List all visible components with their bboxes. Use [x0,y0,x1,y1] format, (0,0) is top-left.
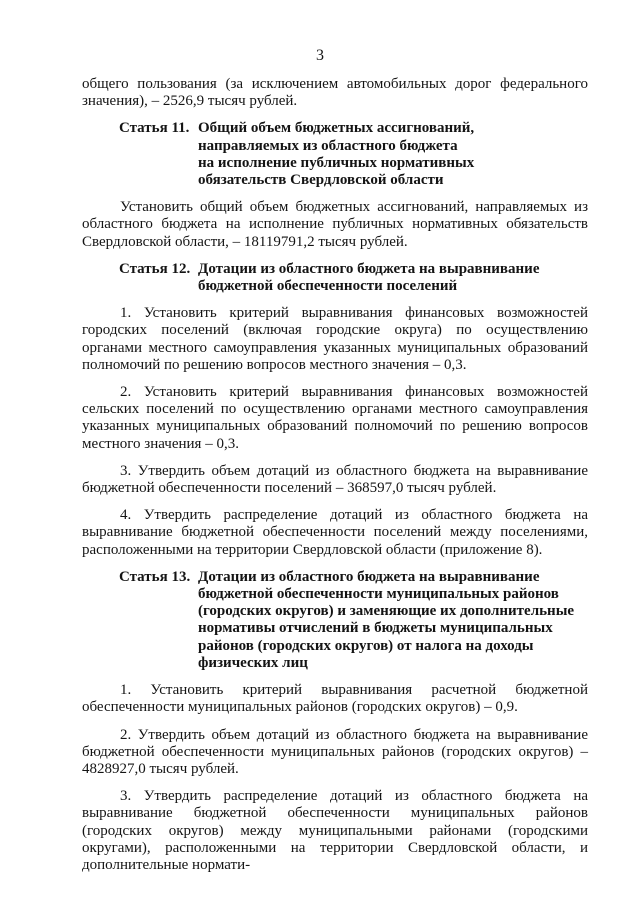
article-13-label: Статья 13. [119,568,191,585]
article-13-title [198,569,588,672]
article-11-paragraph: Установить общий объем бюджетных ассигнований, направляемых из областного бюджета на исполнение публичных нормативных обязательств Свердловской области, – 18119791,2 тысяч рублей. [82,199,588,250]
article-11-title-line: обязательств Свердловской области [198,172,444,189]
intro-paragraph: общего пользования (за исключением автомобильных дорог федерального значения), – 2526,9 тысяч рублей. [82,76,588,110]
article-13-title-line: нормативы отчислений в бюджеты муниципальных [198,620,553,637]
article-12-label: Статья 12. [119,260,191,277]
article-13-heading [82,569,588,672]
article-12-title-line: Дотации из областного бюджета на выравнивание [198,260,540,277]
article-11-heading [82,120,588,189]
article-12-title-line: бюджетной обеспеченности поселений [198,278,458,295]
article-12-paragraph-4: 4. Утвердить распределение дотаций из областного бюджета на выравнивание бюджетной обеспеченности поселений между поселениями, расположенными на территории Свердловской области (приложение 8). [82,507,588,558]
article-11-title-line: направляемых из областного бюджета [198,137,458,154]
article-12-paragraph-2: 2. Установить критерий выравнивания финансовых возможностей сельских поселений по осуществлению органами местного самоуправления указанных муниципальных образований полномочий по решению вопросов местного значения – 0,3. [82,384,588,452]
article-13-title-line: физических лиц [198,654,308,671]
article-12-title [198,261,588,295]
article-11-label: Статья 11. [119,120,190,137]
document-body [82,76,588,884]
article-13-title-line: бюджетной обеспеченности муниципальных районов [198,586,559,603]
article-12-paragraph-3: 3. Утвердить объем дотаций из областного бюджета на выравнивание бюджетной обеспеченности поселений – 368597,0 тысяч рублей. [82,462,588,497]
article-11-title-line: Общий объем бюджетных ассигнований, [198,120,475,137]
article-13-title-line: районов (городских округов) от налога на доходы [198,637,534,654]
article-13-title-line: Дотации из областного бюджета на выравнивание [198,568,540,585]
article-12-heading [82,261,588,295]
page-number: 3 [316,47,324,64]
article-13-paragraph-3: 3. Утвердить распределение дотаций из областного бюджета на выравнивание бюджетной обеспеченности муниципальных районов (городских округов) между муниципальными районами (городскими округами), расположенными на территории Свердловской области, и дополнительные нормати- [82,788,588,873]
article-13-paragraph-2: 2. Утвердить объем дотаций из областного бюджета на выравнивание бюджетной обеспеченности муниципальных районов (городских округов) – 4828927,0 тысяч рублей. [82,726,588,777]
article-12-paragraph-1: 1. Установить критерий выравнивания финансовых возможностей городских поселений (включая городские округа) по осуществлению органами местного самоуправления указанных муниципальных образований полномочий по решению вопросов местного значения – 0,3. [82,305,588,373]
article-11-title [198,120,588,189]
article-11-title-line: на исполнение публичных нормативных [198,154,475,171]
article-13-paragraph-1: 1. Установить критерий выравнивания расчетной бюджетной обеспеченности муниципальных районов (городских округов) – 0,9. [82,682,588,716]
article-13-title-line: (городских округов) и заменяющие их дополнительные [198,603,575,620]
